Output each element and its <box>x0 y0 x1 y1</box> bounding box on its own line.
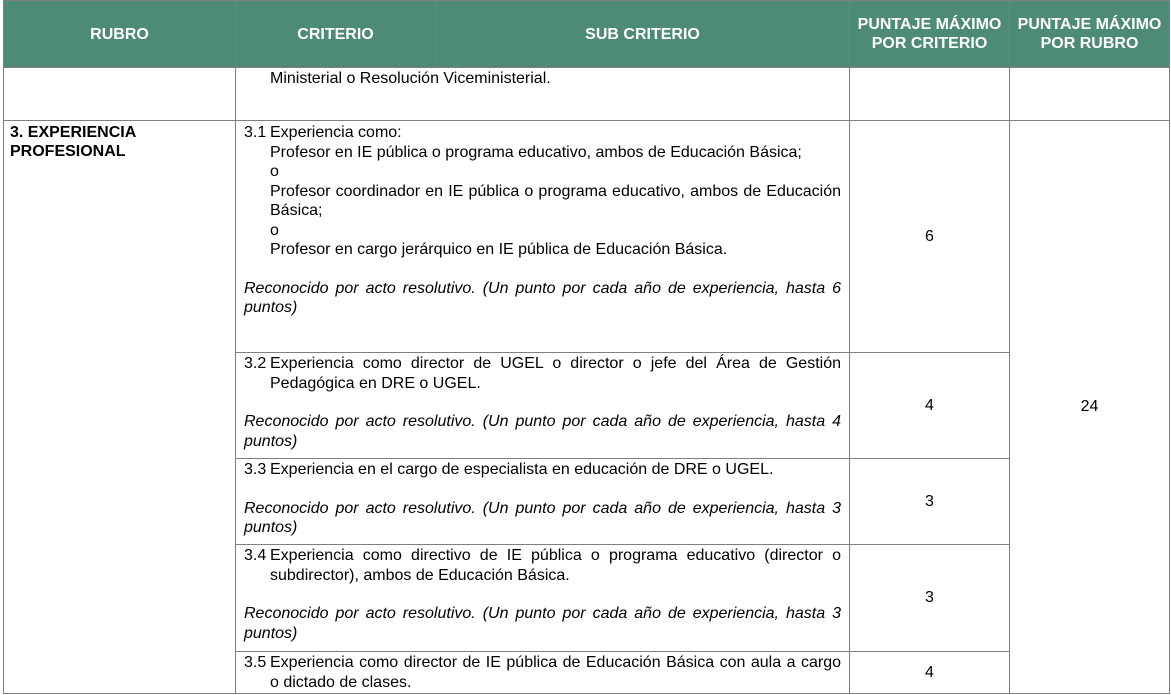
criterio-text: Experiencia como director de UGEL o director o jefe del Área de Gestión Pedagógica en DRE o UGEL. <box>270 355 841 392</box>
criterio-number: 3.2 <box>244 355 267 372</box>
criterio-score: 3 <box>850 545 1010 652</box>
criterio-text: Experiencia en el cargo de especialista en educación de DRE o UGEL. <box>270 461 774 478</box>
table-row <box>4 121 1170 353</box>
continuation-text: Ministerial o Resolución Viceministerial. <box>270 70 551 87</box>
criterio-line: o <box>270 163 279 180</box>
continuation-score-cell <box>850 68 1010 121</box>
criterio-text: Experiencia como directivo de IE pública o programa educativo (director o subdirector), ambos de Educación Básica. <box>270 547 841 584</box>
criterio-score: 4 <box>850 353 1010 459</box>
criterio-note: Reconocido por acto resolutivo. (Un punto por cada año de experiencia, hasta 3 puntos) <box>244 605 841 642</box>
criterio-number: 3.1 <box>244 124 267 141</box>
rubro-max-score: 24 <box>1010 121 1170 694</box>
criterio-line: o <box>270 221 279 239</box>
criterio-note: Reconocido por acto resolutivo. (Un punto por cada año de experiencia, hasta 4 puntos) <box>244 413 841 450</box>
continuation-row <box>4 68 1170 121</box>
criterio-number: 3.5 <box>244 654 267 671</box>
criterio-cell <box>236 545 850 652</box>
header-puntaje-rubro: PUNTAJE MÁXIMO POR RUBRO <box>1010 1 1170 68</box>
criterio-cell <box>236 121 850 353</box>
scoring-table <box>3 0 1170 694</box>
criterio-note: Reconocido por acto resolutivo. (Un punto por cada año de experiencia, hasta 3 puntos) <box>244 499 841 536</box>
header-puntaje-criterio: PUNTAJE MÁXIMO POR CRITERIO <box>850 1 1010 68</box>
continuation-rubro-cell <box>4 68 236 121</box>
criterio-line: Experiencia como: <box>270 124 402 141</box>
criterio-score: 4 <box>850 652 1010 694</box>
criterio-line: Profesor coordinador en IE pública o programa educativo, ambos de Educación Básica; <box>270 182 841 219</box>
criterio-cell <box>236 652 850 694</box>
header-sub-criterio: SUB CRITERIO <box>436 1 850 68</box>
criterio-line: Profesor en cargo jerárquico en IE pública de Educación Básica. <box>270 241 728 258</box>
header-row <box>4 1 1170 68</box>
criterio-text: Experiencia como director de IE pública de Educación Básica con aula a cargo o dictado de clases. <box>270 654 841 691</box>
criterio-cell <box>236 353 850 459</box>
criterio-note: Reconocido por acto resolutivo. (Un punto por cada año de experiencia, hasta 6 puntos) <box>244 279 841 316</box>
criterio-number: 3.4 <box>244 547 267 564</box>
header-rubro: RUBRO <box>4 1 236 68</box>
criterio-number: 3.3 <box>244 461 267 478</box>
criterio-score: 3 <box>850 459 1010 545</box>
continuation-rubro-score-cell <box>1010 68 1170 121</box>
header-criterio: CRITERIO <box>236 1 436 68</box>
rubro-name: 3. EXPERIENCIA PROFESIONAL <box>4 121 236 694</box>
criterio-score: 6 <box>850 121 1010 353</box>
criterio-cell <box>236 459 850 545</box>
continuation-criterio-cell <box>236 68 850 121</box>
criterio-line: Profesor en IE pública o programa educativo, ambos de Educación Básica; <box>270 143 802 161</box>
